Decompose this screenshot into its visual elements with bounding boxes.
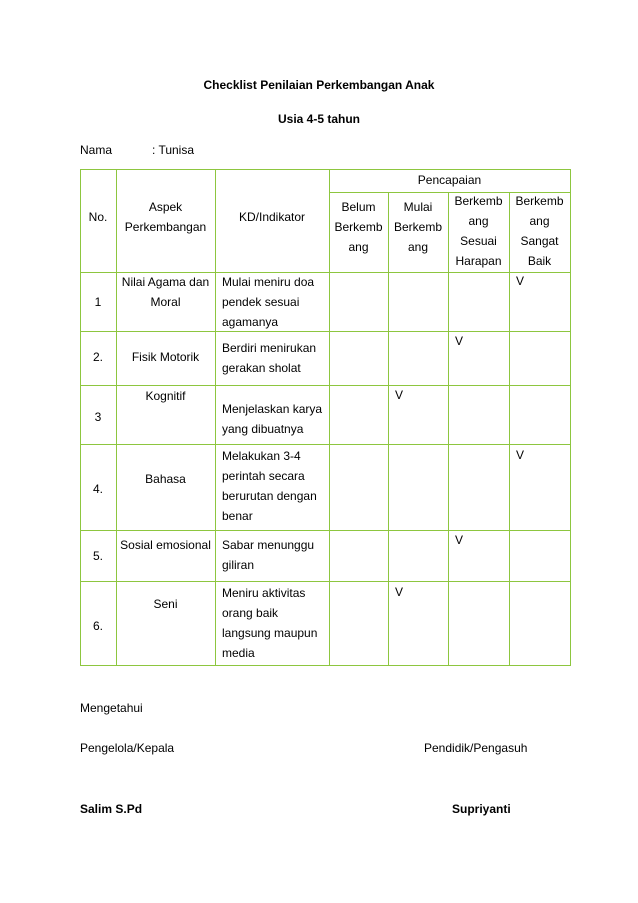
header-level-line: Berkemb <box>393 220 443 234</box>
row-kd-line: langsung maupun <box>222 626 318 640</box>
header-level-mulai <box>388 197 448 257</box>
row-kd <box>222 583 328 663</box>
check-mark: V <box>516 448 525 462</box>
row-kd-line: perintah secara <box>222 469 305 483</box>
row-kd-line: berurutan dengan <box>222 489 317 503</box>
right-signatory-name: Supriyanti <box>452 802 511 816</box>
row-no: 4. <box>92 482 103 496</box>
row-aspek <box>116 594 215 614</box>
check-mark: V <box>455 533 464 547</box>
row-kd-line: agamanya <box>222 315 279 329</box>
header-level-line: Belum <box>341 200 376 214</box>
left-signatory-role: Pengelola/Kepala <box>80 741 175 755</box>
check-mark: V <box>395 388 404 402</box>
row-kd-line: yang dibuatnya <box>222 422 304 436</box>
row-kd-line: gerakan sholat <box>222 361 301 375</box>
header-level-sangat-baik <box>509 191 570 271</box>
header-level-line: ang <box>348 240 369 254</box>
row-aspek <box>116 469 215 489</box>
row-aspek-line: Moral <box>150 295 181 309</box>
name-value: : Tunisa <box>152 143 195 157</box>
row-kd <box>222 338 328 378</box>
row-aspek-line: Sosial emosional <box>120 538 211 552</box>
header-level-line: ang <box>529 214 550 228</box>
check-mark: V <box>395 585 404 599</box>
row-no: 6. <box>92 619 103 633</box>
row-aspek <box>116 272 215 312</box>
check-mark: V <box>455 334 464 348</box>
name-label: Nama <box>80 143 113 157</box>
header-aspek <box>116 197 215 237</box>
header-level-line: Sangat <box>520 234 559 248</box>
row-aspek-line: Bahasa <box>145 472 186 486</box>
row-kd-line: Meniru aktivitas <box>222 586 306 600</box>
row-kd-line: Melakukan 3-4 <box>222 449 301 463</box>
header-level-line: ang <box>468 214 489 228</box>
document-title: Checklist Penilaian Perkembangan Anak <box>203 78 435 92</box>
right-signatory-role: Pendidik/Pengasuh <box>424 741 528 755</box>
row-aspek-line: Nilai Agama dan <box>121 275 210 289</box>
row-kd-line: Sabar menunggu <box>222 538 315 552</box>
header-aspek-line: Aspek <box>148 200 183 214</box>
row-aspek <box>116 386 215 406</box>
row-no: 1 <box>94 295 102 309</box>
header-no: No. <box>88 210 108 224</box>
row-aspek-line: Kognitif <box>145 389 186 403</box>
header-level-line: Mulai <box>403 200 433 214</box>
row-kd-line: giliran <box>222 558 255 572</box>
check-mark: V <box>516 274 525 288</box>
row-aspek <box>116 347 215 367</box>
row-no: 5. <box>92 549 103 563</box>
header-level-belum <box>329 197 388 257</box>
header-level-line: Berkemb <box>334 220 383 234</box>
row-kd <box>222 446 328 526</box>
document-subtitle: Usia 4-5 tahun <box>277 112 361 126</box>
row-aspek <box>116 535 215 555</box>
header-level-line: Berkemb <box>515 194 564 208</box>
header-level-line: ang <box>407 240 429 254</box>
row-kd <box>222 399 328 439</box>
row-aspek-line: Fisik Motorik <box>131 350 200 364</box>
row-kd-line: Menjelaskan karya <box>222 402 323 416</box>
acknowledged-label: Mengetahui <box>80 701 143 715</box>
row-no: 3 <box>94 410 102 424</box>
row-no: 2. <box>92 350 103 364</box>
row-kd-line: Mulai meniru doa <box>222 275 315 289</box>
left-signatory-name: Salim S.Pd <box>80 802 143 816</box>
header-pencapaian: Pencapaian <box>417 173 482 187</box>
row-kd-line: benar <box>222 509 253 523</box>
row-kd-line: Berdiri menirukan <box>222 341 317 355</box>
row-aspek-line: Seni <box>153 597 178 611</box>
row-kd-line: media <box>222 646 255 660</box>
header-kd: KD/Indikator <box>238 210 306 224</box>
row-kd-line: pendek sesuai <box>222 295 300 309</box>
header-aspek-line: Perkembangan <box>124 220 207 234</box>
header-level-sesuai-harapan <box>448 191 509 271</box>
header-level-line: Sesuai <box>460 234 497 248</box>
row-kd <box>222 272 328 332</box>
row-kd <box>222 535 328 575</box>
row-kd-line: orang baik <box>222 606 279 620</box>
header-level-line: Harapan <box>455 254 502 268</box>
header-level-line: Baik <box>527 254 552 268</box>
header-level-line: Berkemb <box>454 194 503 208</box>
